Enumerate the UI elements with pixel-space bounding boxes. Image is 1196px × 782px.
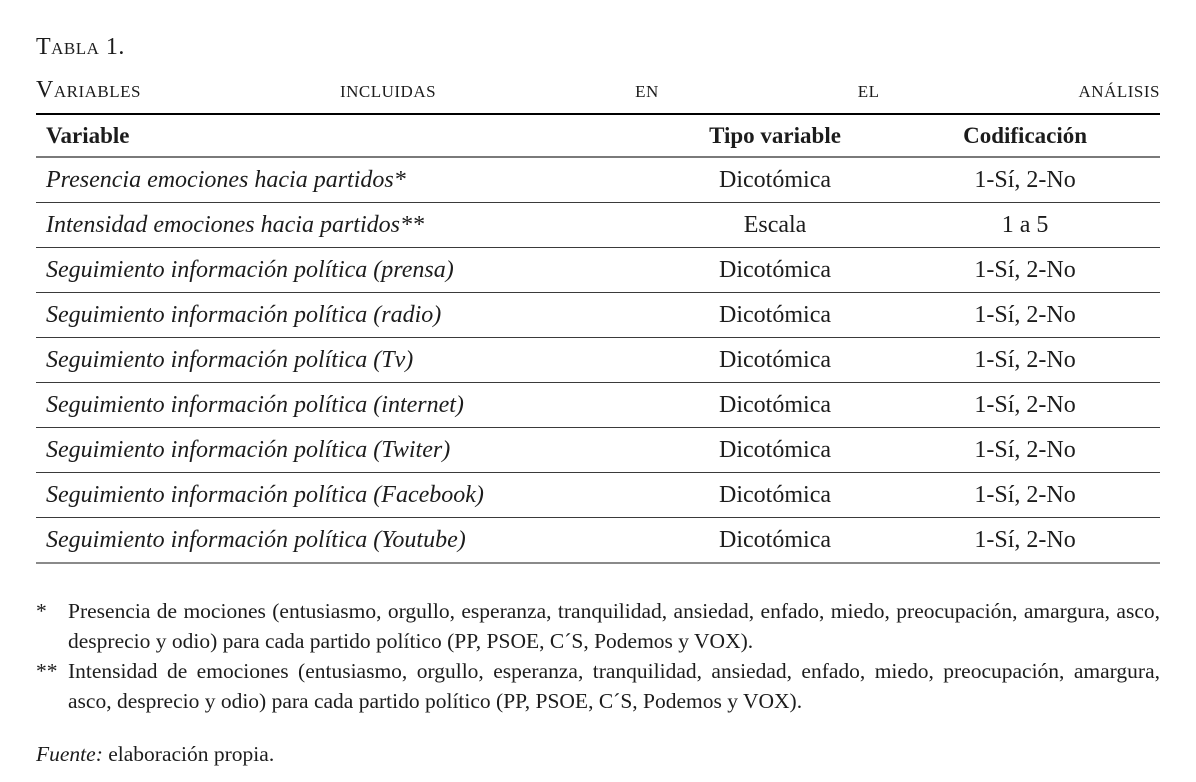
caption-word: en <box>635 77 659 103</box>
cell-tipo: Dicotómica <box>719 166 831 193</box>
table-caption <box>36 77 1160 104</box>
cell-tipo: Dicotómica <box>719 526 831 553</box>
table-body <box>36 158 1160 564</box>
variables-table <box>36 113 1160 564</box>
cell-variable: Seguimiento información política (Tv) <box>46 346 414 373</box>
cell-tipo: Dicotómica <box>719 391 831 418</box>
table-header-row <box>36 115 1160 158</box>
header-codificacion: Codificación <box>963 122 1088 148</box>
cell-codificacion: 1-Sí, 2-No <box>974 166 1076 193</box>
cell-variable: Presencia emociones hacia partidos* <box>46 166 406 193</box>
source-text: elaboración propia. <box>102 742 275 766</box>
footnote-single-asterisk <box>36 596 1160 656</box>
footnotes <box>36 596 1160 716</box>
cell-codificacion: 1-Sí, 2-No <box>974 301 1076 328</box>
cell-variable: Seguimiento información política (prensa) <box>46 256 454 283</box>
cell-codificacion: 1-Sí, 2-No <box>974 436 1076 463</box>
cell-tipo: Escala <box>743 211 807 238</box>
table-row <box>36 158 1160 203</box>
table-row <box>36 338 1160 383</box>
footnote-marker: ** <box>36 659 58 683</box>
cell-variable: Seguimiento información política (Facebook) <box>46 481 484 508</box>
footnote-text: Intensidad de emociones (entusiasmo, orgullo, esperanza, tranquilidad, ansiedad, enfado, miedo, preocupación, amargura, asco, desprecio y odio) para cada partido político (PP, PSOE, C´S, Podemos y VOX). <box>68 659 1160 713</box>
table-row <box>36 293 1160 338</box>
cell-variable: Seguimiento información política (radio) <box>46 301 442 328</box>
cell-variable: Seguimiento información política (internet) <box>46 391 464 418</box>
caption-word: análisis <box>1078 77 1160 103</box>
cell-variable: Seguimiento información política (Youtube) <box>46 526 466 553</box>
caption-word: incluidas <box>339 77 437 103</box>
cell-variable: Intensidad emociones hacia partidos** <box>46 211 424 238</box>
caption-word: el <box>857 77 880 103</box>
source-label: Fuente: <box>36 742 103 766</box>
cell-codificacion: 1-Sí, 2-No <box>974 526 1076 553</box>
cell-tipo: Dicotómica <box>719 346 831 373</box>
cell-codificacion: 1-Sí, 2-No <box>974 391 1076 418</box>
table-row <box>36 473 1160 518</box>
source-line <box>36 742 1160 767</box>
footnote-double-asterisk <box>36 656 1160 716</box>
header-variable: Variable <box>46 122 130 148</box>
table-row <box>36 428 1160 473</box>
cell-codificacion: 1 a 5 <box>1001 211 1049 238</box>
footnote-text: Presencia de mociones (entusiasmo, orgullo, esperanza, tranquilidad, ansiedad, enfado, miedo, preocupación, amargura, asco, desprecio y odio) para cada partido político (PP, PSOE, C´S, Podemos y VOX). <box>68 599 1160 653</box>
cell-tipo: Dicotómica <box>719 481 831 508</box>
table-row <box>36 248 1160 293</box>
footnote-marker: * <box>36 599 47 623</box>
caption-word: Variables <box>36 77 141 103</box>
cell-tipo: Dicotómica <box>719 301 831 328</box>
cell-codificacion: 1-Sí, 2-No <box>974 346 1076 373</box>
cell-codificacion: 1-Sí, 2-No <box>974 256 1076 283</box>
cell-tipo: Dicotómica <box>719 256 831 283</box>
table-row <box>36 518 1160 564</box>
cell-tipo: Dicotómica <box>719 436 831 463</box>
table-row <box>36 383 1160 428</box>
table-row <box>36 203 1160 248</box>
header-tipo-variable: Tipo variable <box>709 122 841 148</box>
table-number-title: Tabla 1. <box>36 34 125 60</box>
cell-variable: Seguimiento información política (Twiter) <box>46 436 451 463</box>
cell-codificacion: 1-Sí, 2-No <box>974 481 1076 508</box>
